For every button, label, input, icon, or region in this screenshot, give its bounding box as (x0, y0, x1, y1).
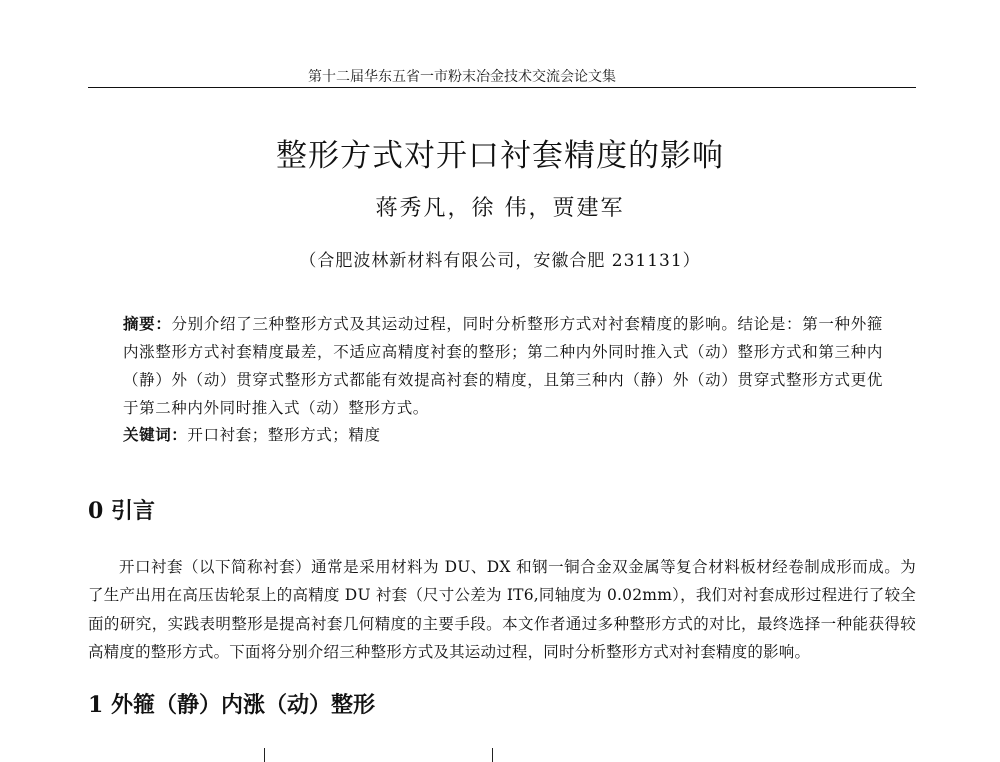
affiliation: （合肥波林新材料有限公司，安徽合肥 231131） (299, 251, 701, 271)
paper-title: 整形方式对开口衬套精度的影响 (276, 138, 724, 174)
abstract-label: 摘要： (123, 314, 172, 333)
section-heading-introduction: 0 引言 (88, 498, 155, 524)
running-header: 第十二届华东五省一市粉末冶金技术交流会论文集 (308, 69, 616, 85)
authors: 蒋秀凡，徐 伟，贾建军 (375, 196, 625, 221)
keywords-text: 开口衬套；整形方式；精度 (187, 426, 381, 444)
keywords-label: 关键词： (123, 425, 188, 444)
header-rule (88, 87, 916, 88)
section-heading-1: 1 外箍（静）内涨（动）整形 (88, 692, 375, 718)
keywords (123, 423, 883, 445)
introduction-paragraph: 开口衬套（以下简称衬套）通常是采用材料为 DU、DX 和钢一铜合金双金属等复合材料板材经卷制成形而成。为了生产出用在高压齿轮泵上的高精度 DU 衬套（尺寸公差为 IT6,同轴度为 0.02mm），我们对衬套成形过程进行了较全面的研究，实践表明整形是提高衬套几何精度的主要手段。本文作者通过多种整形方式的对比，最终选择一种能获得较高精度的整形方式。下面将分别介绍三种整形方式及其运动过程，同时分析整形方式对衬套精度的影响。 (88, 557, 916, 662)
abstract (123, 310, 883, 422)
abstract-text: 分别介绍了三种整形方式及其运动过程，同时分析整形方式对衬套精度的影响。结论是：第一种外箍内涨整形方式衬套精度最差，不适应高精度衬套的整形；第二种内外同时推入式（动）整形方式和第三种内（静）外（动）贯穿式整形方式都能有效提高衬套的精度，且第三种内（静）外（动）贯穿式整形方式更优于第二种内外同时推入式（动）整形方式。 (123, 315, 883, 417)
